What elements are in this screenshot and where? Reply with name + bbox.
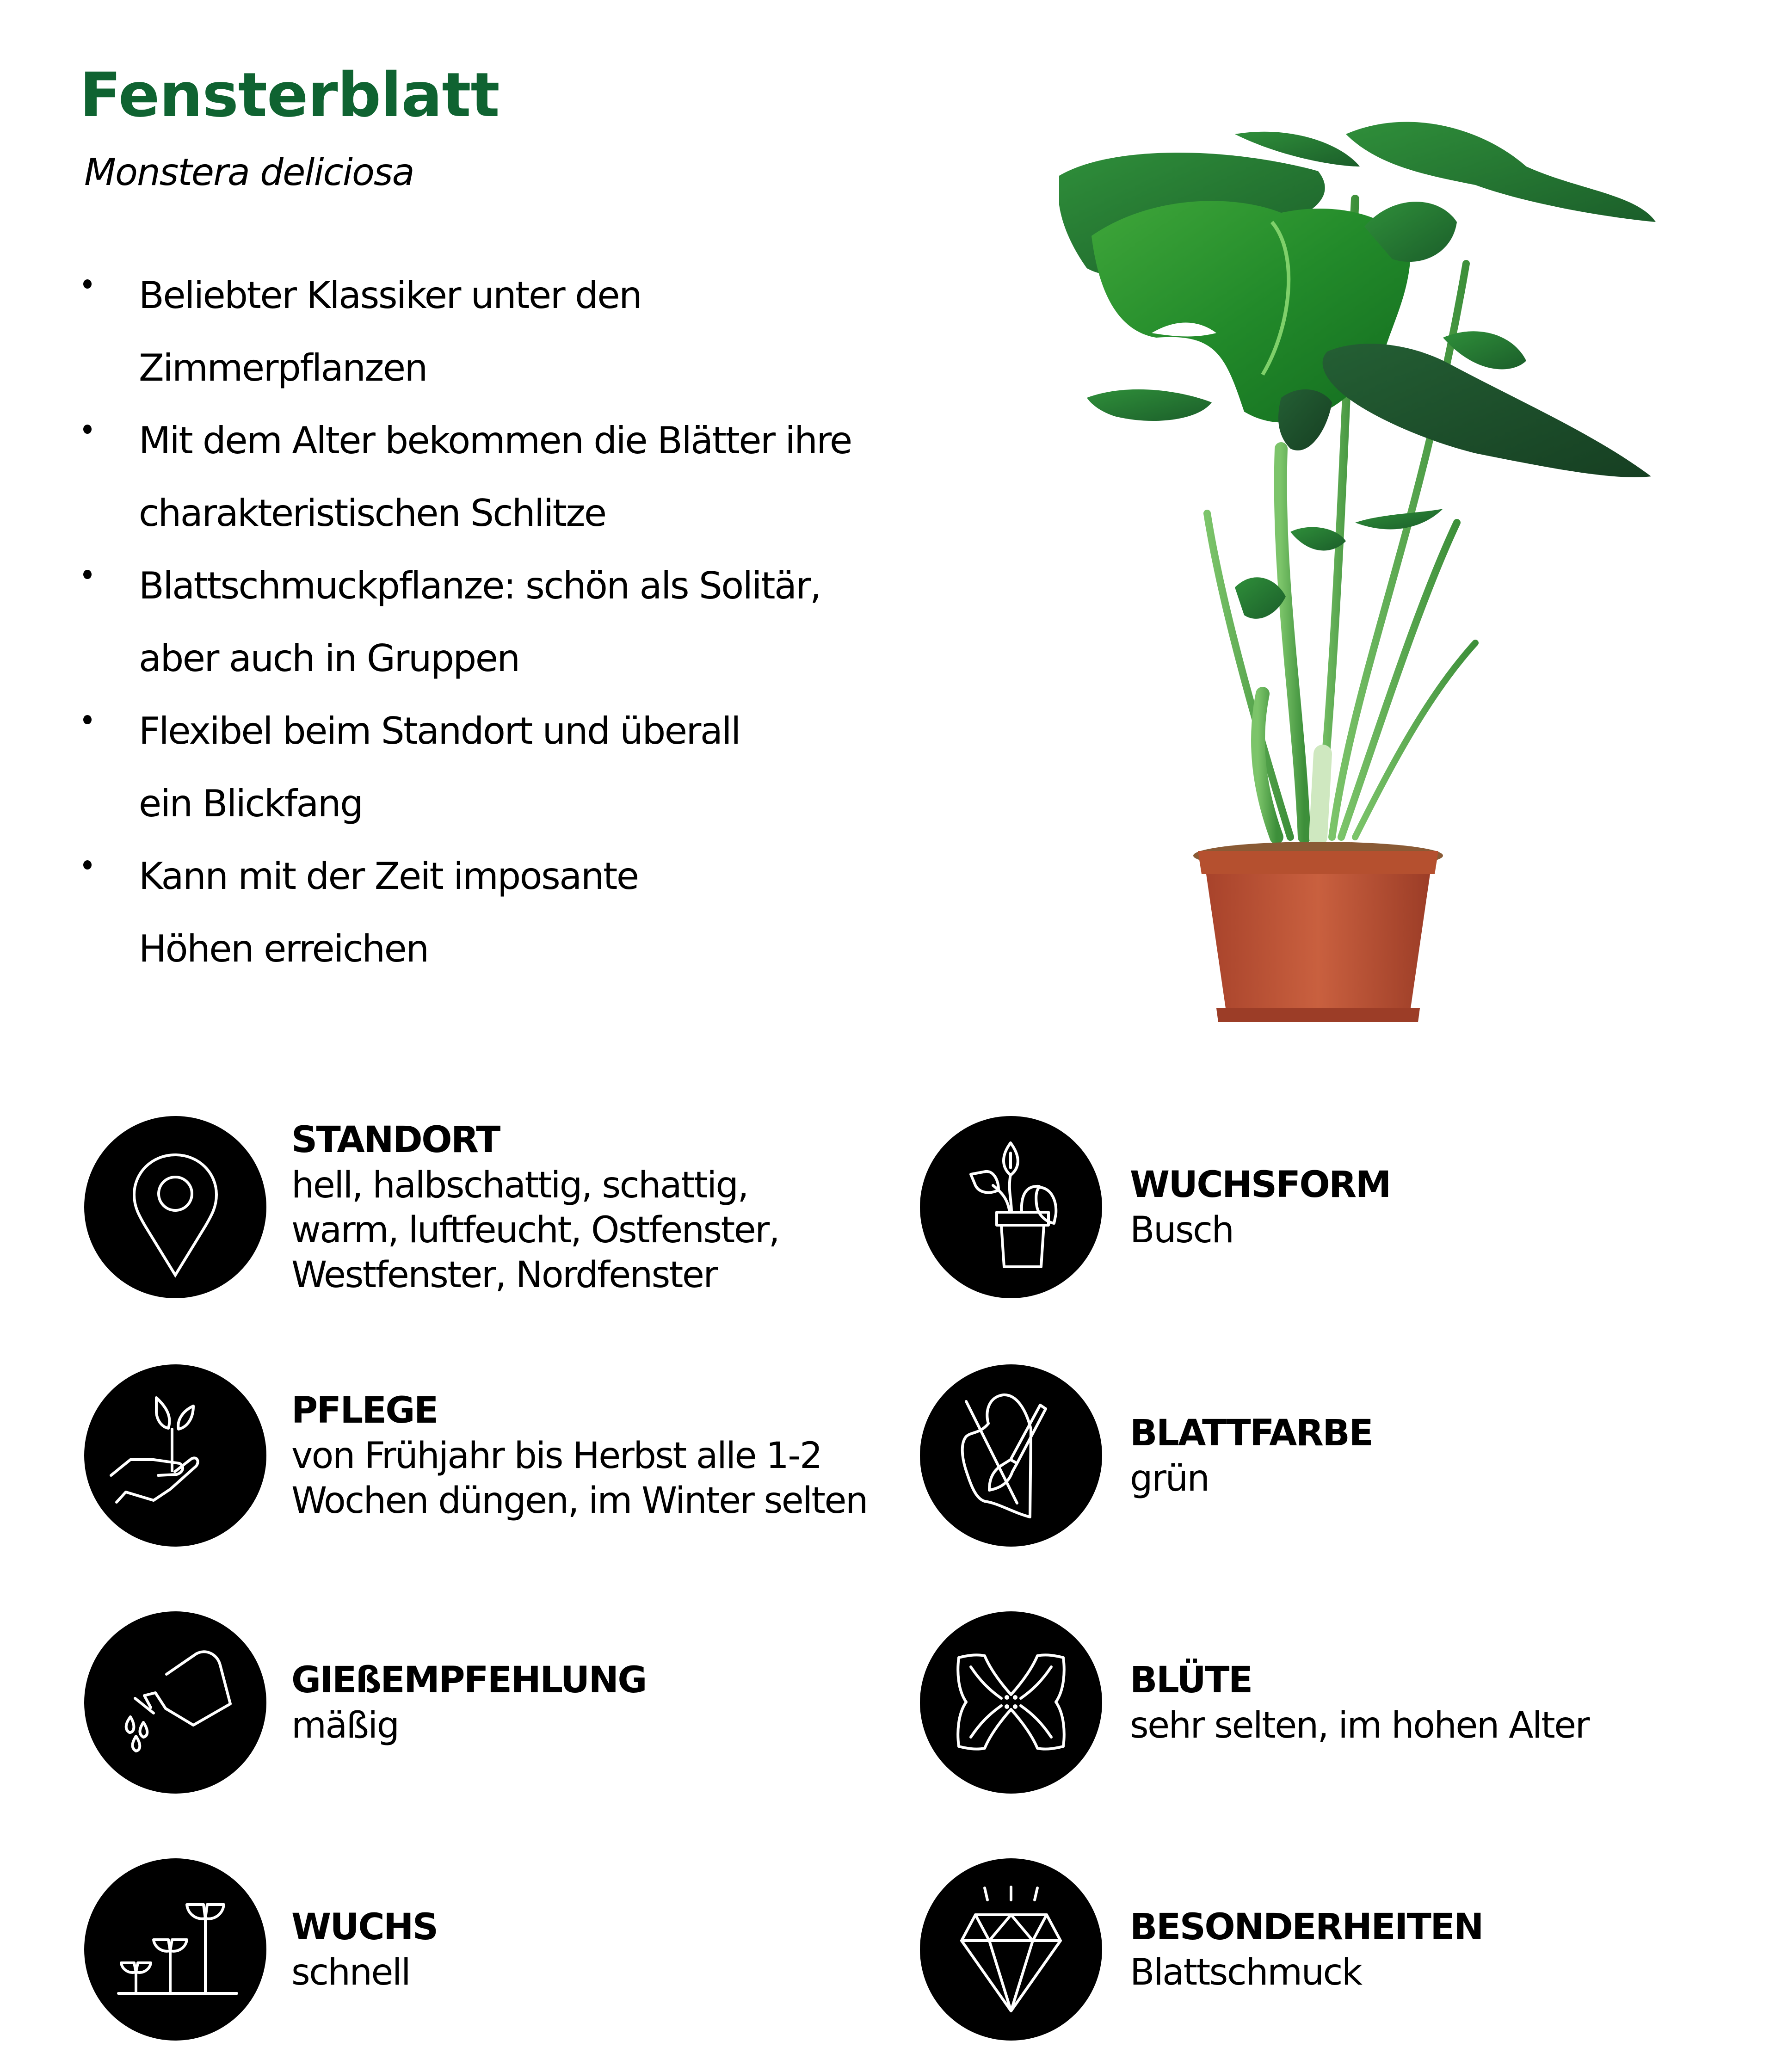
highlight-text: ein Blickfang	[139, 782, 363, 825]
feature-heading: GIEßEMPFEHLUNG	[291, 1659, 646, 1701]
growing-sprouts-icon	[84, 1858, 266, 2041]
feature-text	[291, 1364, 867, 1547]
feature-value: Blattschmuck	[1130, 1951, 1362, 1993]
feature-heading: STANDORT	[291, 1119, 500, 1161]
feature-value: grün	[1130, 1457, 1209, 1499]
location-pin-icon	[84, 1116, 266, 1298]
highlight-item	[0, 695, 925, 840]
feature-value: mäßig	[291, 1704, 399, 1746]
highlight-text: Höhen erreichen	[139, 927, 428, 970]
feature-text	[291, 1116, 779, 1298]
feature-value: schnell	[291, 1951, 410, 1993]
highlight-item	[0, 259, 925, 404]
highlight-text: Blattschmuckpflanze: schön als Solitär,	[139, 564, 820, 607]
feature-value: sehr selten, im hohen Alter	[1130, 1704, 1589, 1746]
feature-value: von Frühjahr bis Herbst alle 1-2	[291, 1435, 822, 1477]
product-image	[1059, 116, 1679, 1031]
highlight-text: Zimmerpflanzen	[139, 346, 427, 389]
highlight-item	[0, 840, 925, 985]
highlight-text: Flexibel beim Standort und überall	[139, 709, 740, 752]
bullet-icon	[83, 279, 92, 289]
highlight-text: Beliebter Klassiker unter den	[139, 274, 641, 317]
bullet-icon	[83, 570, 92, 579]
feature-value: Westfenster, Nordfenster	[291, 1254, 717, 1296]
monstera-plant-illustration	[1059, 116, 1679, 1031]
feature-heading: BESONDERHEITEN	[1130, 1906, 1483, 1948]
feature-value: Wochen düngen, im Winter selten	[291, 1480, 867, 1522]
feature-heading: WUCHS	[291, 1906, 438, 1948]
feature-heading: BLATTFARBE	[1130, 1412, 1373, 1454]
feature-value: Busch	[1130, 1209, 1233, 1251]
feature-heading: WUCHSFORM	[1130, 1164, 1390, 1206]
watering-can-icon	[84, 1611, 266, 1794]
feature-heading: PFLEGE	[291, 1390, 438, 1431]
leaf-paintbrush-icon	[920, 1364, 1102, 1547]
bullet-icon	[83, 715, 92, 724]
feature-text	[1130, 1116, 1390, 1298]
feature-text	[291, 1611, 646, 1794]
bullet-icon	[83, 860, 92, 870]
feature-heading: BLÜTE	[1130, 1659, 1252, 1701]
highlight-text: aber auch in Gruppen	[139, 637, 519, 680]
feature-value: warm, luftfeucht, Ostfenster,	[291, 1209, 779, 1251]
bullet-icon	[83, 425, 92, 434]
feature-text	[1130, 1858, 1483, 2041]
feature-text	[291, 1858, 438, 2041]
feature-value: hell, halbschattig, schattig,	[291, 1164, 748, 1206]
botanical-name: Monstera deliciosa	[84, 151, 414, 194]
diamond-icon	[920, 1858, 1102, 2041]
highlights-list	[0, 259, 925, 985]
highlight-text: Kann mit der Zeit imposante	[139, 855, 638, 898]
feature-text	[1130, 1364, 1372, 1547]
page-title: Fensterblatt	[80, 60, 500, 131]
highlight-item	[0, 404, 925, 549]
highlight-item	[0, 549, 925, 695]
seedling-in-hand-icon	[84, 1364, 266, 1547]
flower-icon	[920, 1611, 1102, 1794]
potted-plant-icon	[920, 1116, 1102, 1298]
feature-text	[1130, 1611, 1589, 1794]
highlight-text: Mit dem Alter bekommen die Blätter ihre	[139, 419, 851, 462]
highlight-text: charakteristischen Schlitze	[139, 492, 606, 535]
